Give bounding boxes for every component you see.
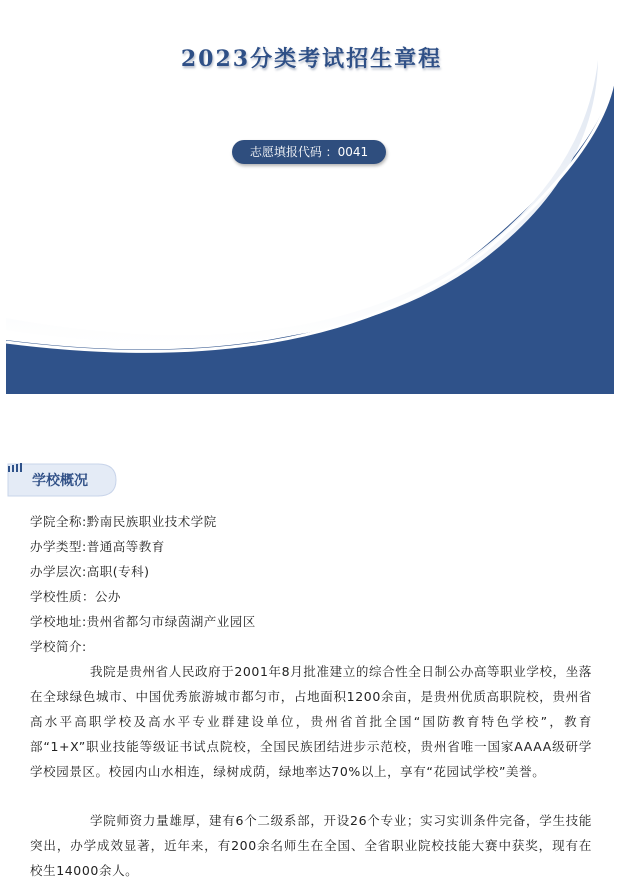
info-address: 学校地址:贵州省都匀市绿茵湖产业园区 [30,614,256,629]
school-info-list [30,509,590,659]
info-type: 办学类型:普通高等教育 [30,539,165,554]
cover-banner [0,0,623,400]
page-title: 2023分类考试招生章程 [180,46,443,72]
info-level: 办学层次:高职(专科) [30,564,150,579]
application-code-badge: 志愿填报代码 ：0041 [232,140,386,164]
cover-blue-wave [6,78,614,394]
intro-paragraph-1: 我院是贵州省人民政府于2001年8月批准建立的综合性全日制公办高等职业学校，坐落在全球绿色城市、中国优秀旅游城市都匀市，占地面积1200余亩，是贵州优质高职院校，贵州省高水平高职学校及高水平专业群建设单位，贵州省首批全国“国防教育特色学校”，教育部“1+X”职业技能等级证书试点院校，全国民族团结进步示范校，贵州省唯一国家AAAA级研学学校园景区。校园内山水相连，绿树成荫，绿地率达70%以上，享有“花园试学校”美誉。 [30,664,592,779]
info-nature: 学校性质：公办 [30,589,122,604]
info-full-name: 学院全称:黔南民族职业技术学院 [30,514,217,529]
section-title: 学校概况 [32,473,88,489]
intro-paragraph-2: 学院师资力量雄厚，建有6个二级系部，开设26个专业；实习实训条件完备，学生技能突出，办学成效显著，近年来，有200余名师生在全国、全省职业院校技能大赛中获奖，现有在校生14000余人。 [30,813,592,878]
section-header-school-overview [6,460,118,498]
info-intro-label: 学校简介: [30,639,87,654]
